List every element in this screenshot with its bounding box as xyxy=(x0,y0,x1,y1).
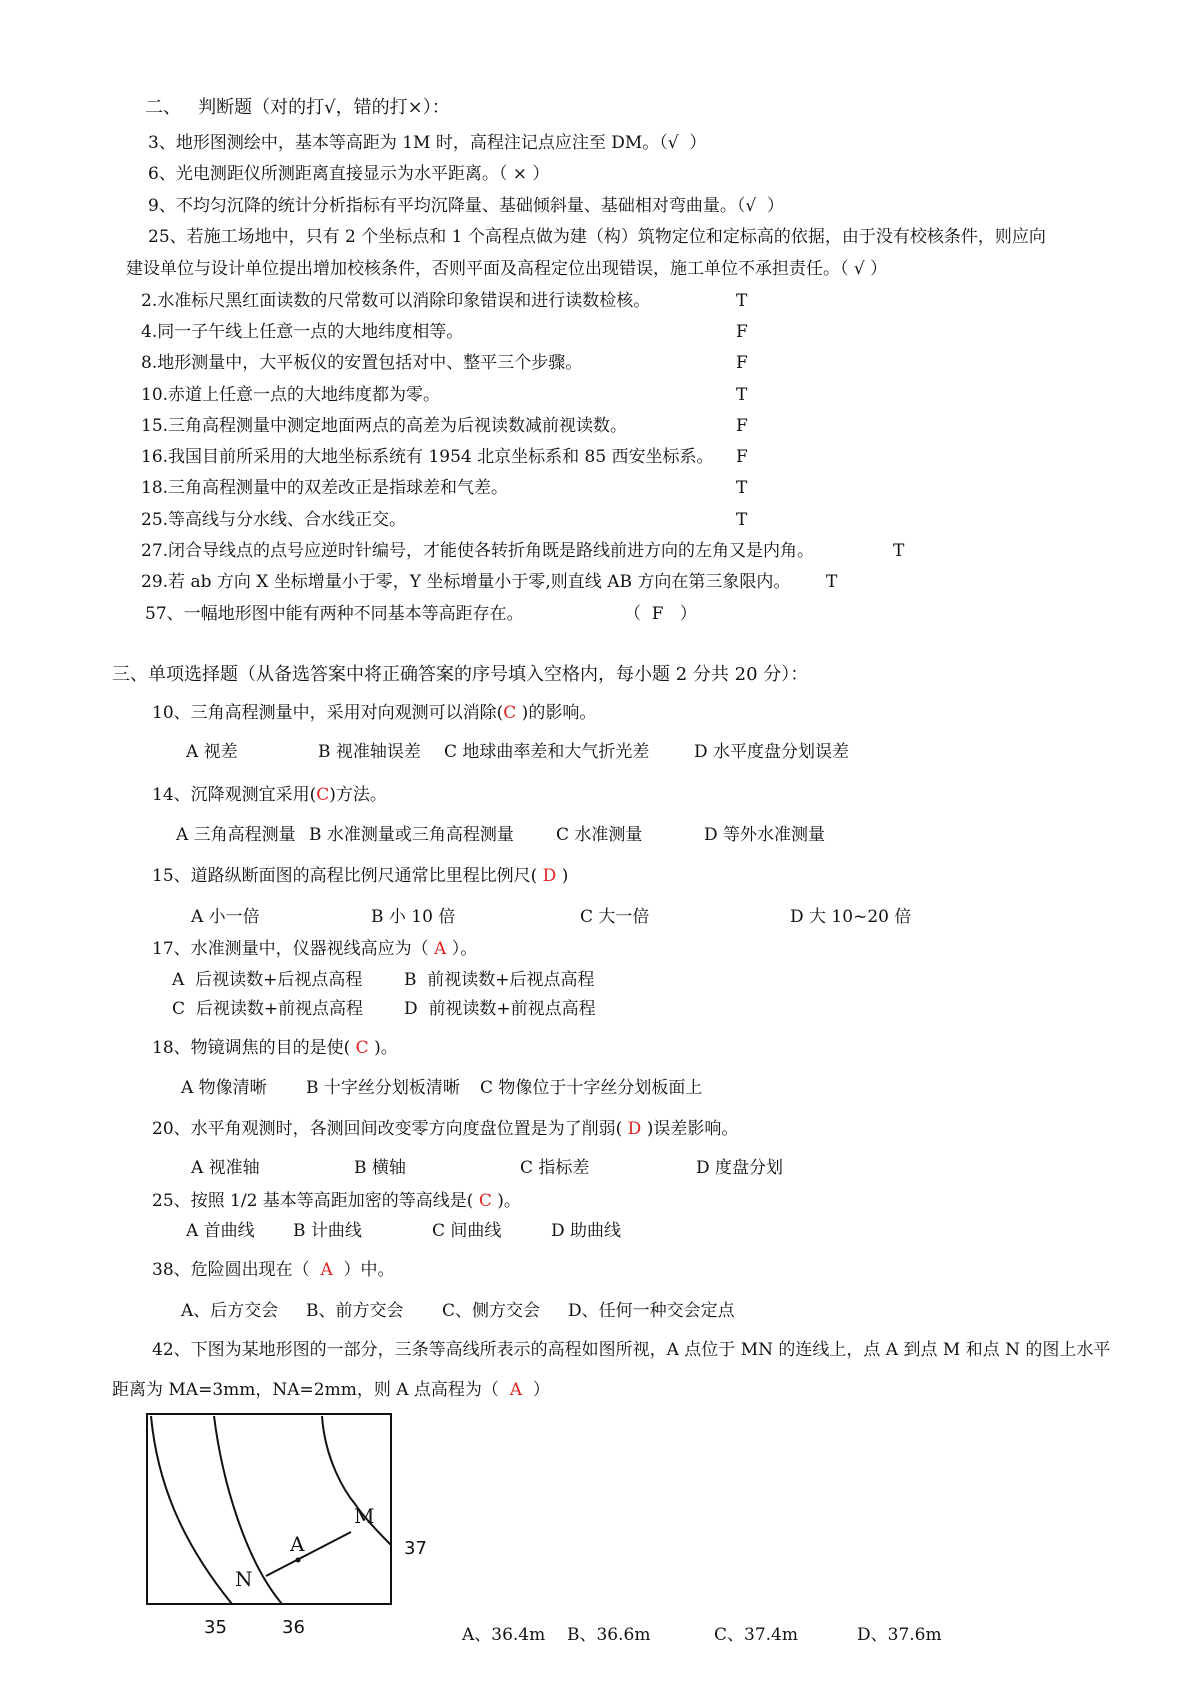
tf-mark-2: T xyxy=(736,291,748,311)
option-42-a: A、36.4m xyxy=(462,1625,546,1645)
tf-item-2: 2.水准标尺黑红面读数的尺常数可以消除印象错误和进行读数检核。 xyxy=(141,291,651,311)
option-10-c: C 地球曲率差和大气折光差 xyxy=(444,742,650,762)
segment-mn xyxy=(266,1532,351,1576)
option-25-a: A 首曲线 xyxy=(186,1221,255,1241)
answer-17: A xyxy=(434,939,447,959)
contour-line-35 xyxy=(151,1416,232,1604)
option-25-d: D 助曲线 xyxy=(551,1221,622,1241)
option-20-c: C 指标差 xyxy=(520,1158,590,1178)
label-a: A xyxy=(290,1532,305,1556)
tf-mark-27: T xyxy=(893,541,905,561)
tf-mark-15: F xyxy=(736,416,748,436)
label-m: M xyxy=(354,1504,375,1528)
label-n: N xyxy=(235,1567,253,1591)
question-17: 17、水准测量中，仪器视线高应为（ A ）。 xyxy=(152,939,478,959)
section-2-heading: 二、 判断题（对的打√，错的打×）： xyxy=(145,97,450,118)
tf-mark-4: F xyxy=(736,322,748,342)
option-15-d: D 大 10~20 倍 xyxy=(790,907,912,927)
option-38-b: B、前方交会 xyxy=(306,1301,404,1321)
tf-mark-29: T xyxy=(826,572,838,592)
answer-20: D xyxy=(627,1119,642,1139)
option-20-d: D 度盘分划 xyxy=(696,1158,784,1178)
option-14-a: A 三角高程测量 xyxy=(176,825,296,845)
option-17-d: D 前视读数+前视点高程 xyxy=(404,999,596,1019)
option-10-d: D 水平度盘分划误差 xyxy=(694,742,850,762)
option-42-b: B、36.6m xyxy=(567,1625,651,1645)
option-20-b: B 横轴 xyxy=(354,1158,406,1178)
tf-item-16: 16.我国目前所采用的大地坐标系统有 1954 北京坐标系和 85 西安坐标系。 xyxy=(141,447,714,467)
tf-mark-10: T xyxy=(736,385,748,405)
question-18: 18、物镜调焦的目的是使( C )。 xyxy=(152,1038,398,1058)
question-57-mark: （ F ） xyxy=(624,604,697,624)
option-20-a: A 视准轴 xyxy=(191,1158,260,1178)
question-10: 10、三角高程测量中，采用对向观测可以消除(C )的影响。 xyxy=(152,703,597,723)
option-18-a: A 物像清晰 xyxy=(181,1078,267,1098)
option-10-b: B 视准轴误差 xyxy=(318,742,421,762)
question-25-choice: 25、按照 1/2 基本等高距加密的等高线是( C )。 xyxy=(152,1191,521,1211)
answer-42: A xyxy=(509,1380,523,1400)
tf-mark-16: F xyxy=(736,447,748,467)
question-3: 3、地形图测绘中，基本等高距为 1M 时，高程注记点应注至 DM。（√ ） xyxy=(148,133,707,153)
option-38-a: A、后方交会 xyxy=(181,1301,279,1321)
tf-item-27: 27.闭合导线点的点号应逆时针编号，才能使各转折角既是路线前进方向的左角又是内角。 xyxy=(141,541,815,561)
answer-10: C xyxy=(503,703,517,723)
tf-mark-25: T xyxy=(736,510,748,530)
section-3-heading: 三、单项选择题（从备选答案中将正确答案的序号填入空格内，每小题 2 分共 20 分）： xyxy=(112,664,809,685)
label-contour-35: 35 xyxy=(204,1617,227,1638)
question-42-line-1: 42、下图为某地形图的一部分，三条等高线所表示的高程如图所视，A 点位于 MN 的连线上，点 A 到点 M 和点 N 的图上水平 xyxy=(152,1340,1111,1360)
label-contour-37: 37 xyxy=(404,1538,427,1559)
question-42-line-2: 距离为 MA=3mm，NA=2mm，则 A 点高程为（ A ） xyxy=(112,1380,550,1400)
tf-item-18: 18.三角高程测量中的双差改正是指球差和气差。 xyxy=(141,478,509,498)
option-38-d: D、任何一种交会定点 xyxy=(568,1301,735,1321)
option-42-d: D、37.6m xyxy=(857,1625,942,1645)
question-57: 57、一幅地形图中能有两种不同基本等高距存在。 xyxy=(145,604,524,624)
question-25-line-1: 25、若施工场地中，只有 2 个坐标点和 1 个高程点做为建（构）筑物定位和定标高的依据，由于没有校核条件，则应向 xyxy=(148,227,1046,247)
answer-14: C xyxy=(316,785,330,805)
option-15-b: B 小 10 倍 xyxy=(371,907,456,927)
option-18-c: C 物像位于十字丝分划板面上 xyxy=(480,1078,703,1098)
tf-item-15: 15.三角高程测量中测定地面两点的高差为后视读数减前视读数。 xyxy=(141,416,628,436)
option-10-a: A 视差 xyxy=(186,742,238,762)
answer-25: C xyxy=(478,1191,492,1211)
question-9: 9、不均匀沉降的统计分析指标有平均沉降量、基础倾斜量、基础相对弯曲量。（√ ） xyxy=(148,196,784,216)
option-14-c: C 水准测量 xyxy=(556,825,643,845)
option-25-b: B 计曲线 xyxy=(293,1221,362,1241)
answer-15: D xyxy=(542,866,557,886)
option-17-a: A 后视读数+后视点高程 xyxy=(172,970,363,990)
tf-item-8: 8.地形测量中，大平板仪的安置包括对中、整平三个步骤。 xyxy=(141,353,583,373)
option-14-b: B 水准测量或三角高程测量 xyxy=(309,825,514,845)
option-14-d: D 等外水准测量 xyxy=(704,825,826,845)
tf-item-25: 25.等高线与分水线、合水线正交。 xyxy=(141,510,407,530)
option-17-c: C 后视读数+前视点高程 xyxy=(172,999,364,1019)
tf-item-4: 4.同一子午线上任意一点的大地纬度相等。 xyxy=(141,322,464,342)
tf-item-10: 10.赤道上任意一点的大地纬度都为零。 xyxy=(141,385,441,405)
option-42-c: C、37.4m xyxy=(714,1625,798,1645)
option-18-b: B 十字丝分划板清晰 xyxy=(306,1078,460,1098)
option-38-c: C、侧方交会 xyxy=(442,1301,541,1321)
point-a xyxy=(296,1558,301,1563)
label-contour-36: 36 xyxy=(282,1617,305,1638)
option-15-a: A 小一倍 xyxy=(191,907,260,927)
tf-mark-8: F xyxy=(736,353,748,373)
answer-18: C xyxy=(355,1038,369,1058)
question-15: 15、道路纵断面图的高程比例尺通常比里程比例尺( D ) xyxy=(152,866,569,886)
question-6: 6、光电测距仪所测距离直接显示为水平距离。（ × ） xyxy=(148,164,550,184)
question-25-line-2: 建设单位与设计单位提出增加校核条件，否则平面及高程定位出现错误，施工单位不承担责任。（ √ ） xyxy=(126,259,888,279)
tf-mark-18: T xyxy=(736,478,748,498)
tf-item-29: 29.若 ab 方向 X 坐标增量小于零，Y 坐标增量小于零,则直线 AB 方向在第三象限内。 xyxy=(141,572,791,592)
question-38: 38、危险圆出现在（ A ）中。 xyxy=(152,1260,395,1280)
question-20: 20、水平角观测时，各测回间改变零方向度盘位置是为了削弱( D )误差影响。 xyxy=(152,1119,739,1139)
option-15-c: C 大一倍 xyxy=(580,907,650,927)
option-25-c: C 间曲线 xyxy=(432,1221,502,1241)
answer-38: A xyxy=(320,1260,333,1280)
option-17-b: B 前视读数+后视点高程 xyxy=(404,970,595,990)
question-14: 14、沉降观测宜采用(C)方法。 xyxy=(152,785,387,805)
